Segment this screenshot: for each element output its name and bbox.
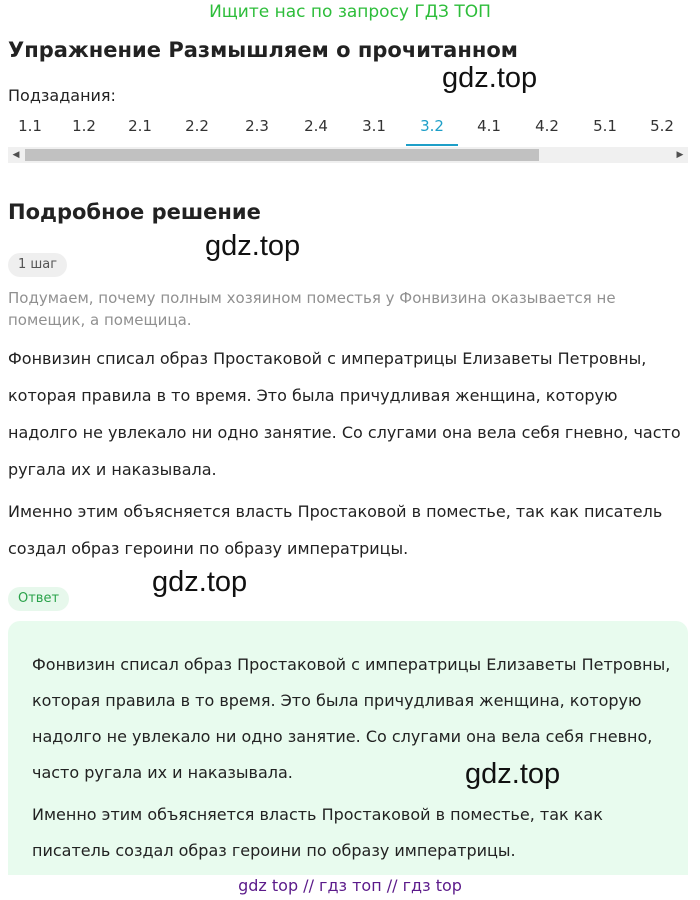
answer-paragraph: Именно этим объясняется власть Простаковой в поместье, так как писатель создал образ героини по образу императрицы. <box>32 805 603 860</box>
tab-2-4[interactable]: 2.4 <box>304 117 328 135</box>
tab-5-1[interactable]: 5.1 <box>593 117 617 135</box>
tab-2-1[interactable]: 2.1 <box>128 117 152 135</box>
answer-box <box>8 621 688 875</box>
solution-title: Подробное решение <box>8 200 261 224</box>
scroll-right-arrow-icon[interactable]: ▶ <box>676 150 684 160</box>
solution-paragraph: Фонвизин списал образ Простаковой с императрицы Елизаветы Петровны, которая правила в то время. Это была причудливая женщина, которую надолго не увлекало ни одно занятие. Со слугами она вела себя гневно, часто ругала их и наказывала. <box>8 349 681 479</box>
scrollbar-thumb[interactable] <box>25 149 539 161</box>
answer-badge: Ответ <box>8 587 69 611</box>
tab-4-1[interactable]: 4.1 <box>477 117 501 135</box>
subtasks-label: Подзадания: <box>8 86 116 105</box>
solution-text <box>8 340 688 567</box>
watermark: gdz.top <box>205 230 301 262</box>
exercise-title: Упражнение Размышляем о прочитанном <box>8 38 518 62</box>
footer-links[interactable]: gdz top // гдз топ // гдз top <box>238 876 462 895</box>
tab-1-1[interactable]: 1.1 <box>18 117 42 135</box>
tab-5-2[interactable]: 5.2 <box>650 117 674 135</box>
subtask-tabs <box>0 112 700 148</box>
answer-paragraph: Фонвизин списал образ Простаковой с императрицы Елизаветы Петровны, которая правила в то время. Это была причудливая женщина, которую надолго не увлекало ни одно занятие. Со слугами она вела себя гневно, часто ругала их и наказывала. <box>32 655 671 782</box>
question-text: Подумаем, почему полным хозяином поместья у Фонвизина оказывается не помещик, а помещица. <box>8 289 616 329</box>
promo-banner[interactable]: Ищите нас по запросу ГДЗ ТОП <box>209 2 491 22</box>
tab-2-3[interactable]: 2.3 <box>245 117 269 135</box>
step-badge: 1 шаг <box>8 253 67 277</box>
tab-2-2[interactable]: 2.2 <box>185 117 209 135</box>
watermark: gdz.top <box>442 62 538 94</box>
scroll-left-arrow-icon[interactable]: ◀ <box>12 150 20 160</box>
watermark: gdz.top <box>152 566 248 598</box>
tab-3-1[interactable]: 3.1 <box>362 117 386 135</box>
tab-1-2[interactable]: 1.2 <box>72 117 96 135</box>
watermark: gdz.top <box>465 758 561 790</box>
solution-paragraph: Именно этим объясняется власть Простаковой в поместье, так как писатель создал образ героини по образу императрицы. <box>8 502 663 558</box>
tabs-scrollbar[interactable] <box>8 147 688 163</box>
tab-4-2[interactable]: 4.2 <box>535 117 559 135</box>
tab-3-2[interactable]: 3.2 <box>406 112 458 146</box>
